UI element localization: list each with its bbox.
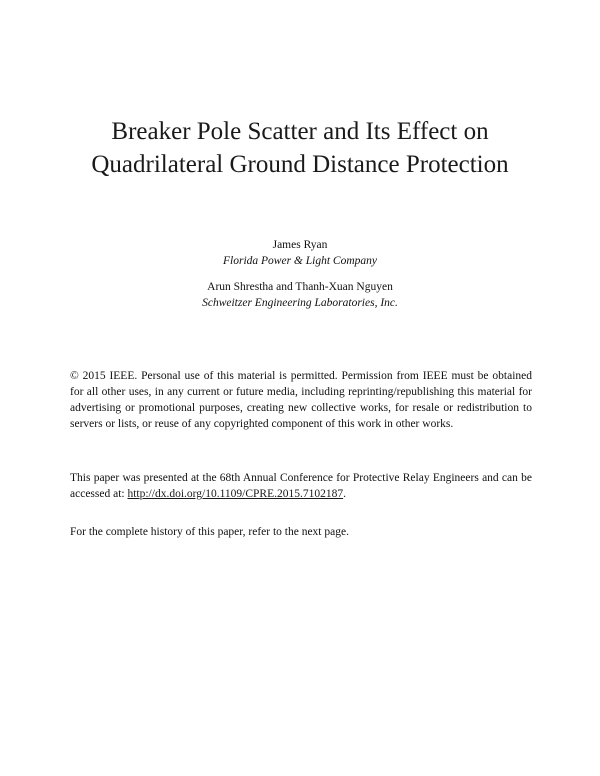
author-affiliation: Schweitzer Engineering Laboratories, Inc. (202, 297, 398, 309)
presentation-text: This paper was presented at the 68th Annual Conference for Protective Relay Engineers and can be accessed at: (70, 472, 532, 500)
author-name: Arun Shrestha and Thanh-Xuan Nguyen (207, 281, 393, 293)
author-affiliation: Florida Power & Light Company (223, 255, 377, 267)
presentation-note (70, 470, 532, 502)
paper-title (60, 115, 540, 181)
paper-title-line-2: Quadrilateral Ground Distance Protection (91, 151, 509, 178)
presentation-period: . (343, 488, 346, 500)
copyright-notice: © 2015 IEEE. Personal use of this material is permitted. Permission from IEEE must be obtained for all other uses, in any current or future media, including reprinting/republishing this material for advertising or promotional purposes, creating new collective works, for resale or redistribution to servers or lists, or reuse of any copyrighted component of this work in other works. (70, 370, 532, 430)
paper-title-line-1: Breaker Pole Scatter and Its Effect on (111, 118, 489, 145)
author-block-2 (100, 279, 500, 311)
doi-link[interactable]: http://dx.doi.org/10.1109/CPRE.2015.7102187 (127, 488, 344, 500)
history-note: For the complete history of this paper, refer to the next page. (70, 526, 349, 538)
author-name: James Ryan (272, 239, 328, 251)
author-block-1 (100, 237, 500, 269)
